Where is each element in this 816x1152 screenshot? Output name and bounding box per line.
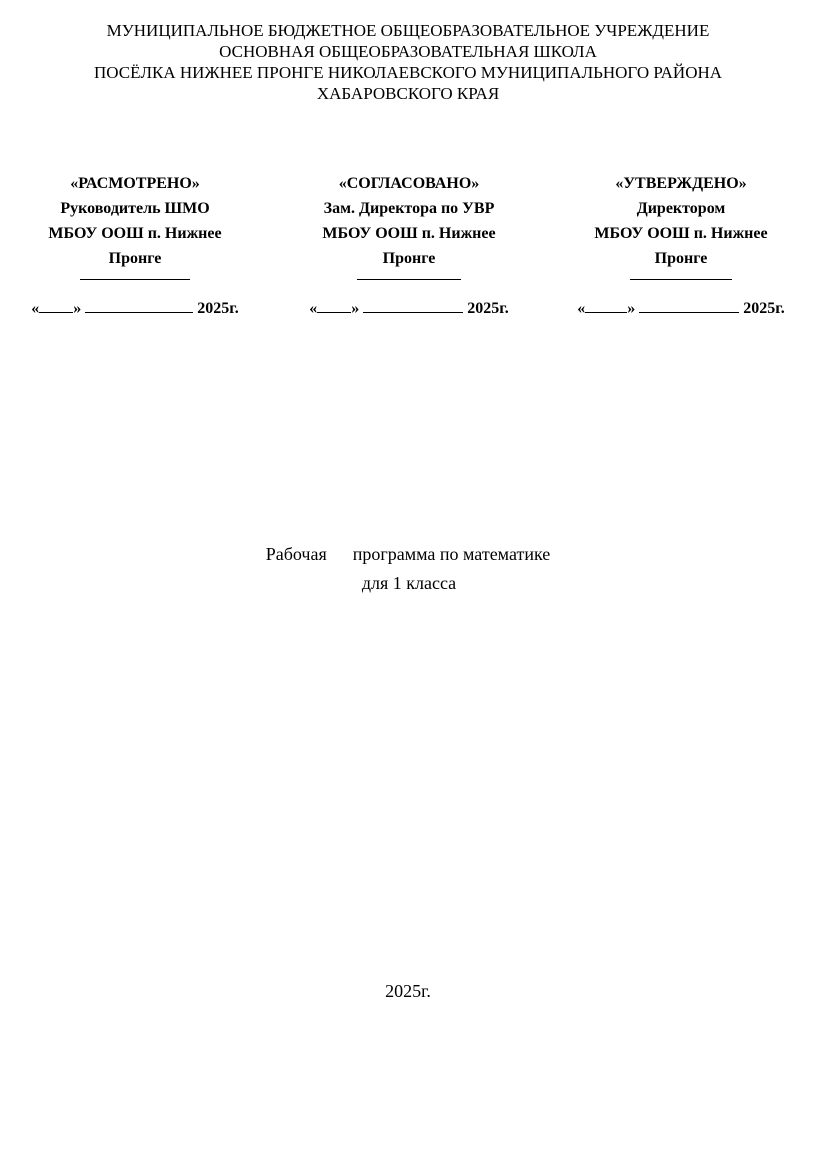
approval-org: МБОУ ООШ п. Нижнее	[48, 225, 222, 242]
footer-year: 2025г.	[385, 981, 431, 1001]
approval-title: «РАСМОТРЕНО»	[70, 175, 200, 192]
program-title	[0, 540, 816, 598]
approval-block-approved	[558, 171, 804, 321]
quote-close: »	[73, 300, 82, 317]
approval-block-agreed	[288, 171, 530, 321]
day-blank	[317, 298, 351, 313]
approval-title: «СОГЛАСОВАНО»	[338, 175, 480, 192]
approval-place: Пронге	[108, 250, 162, 267]
approval-year: 2025г.	[467, 300, 509, 317]
month-blank	[639, 298, 739, 313]
quote-open: «	[577, 300, 586, 317]
month-blank	[85, 298, 193, 313]
approval-role: Зам. Директора по УВР	[323, 200, 495, 217]
header-line-3: ПОСЁЛКА НИЖНЕЕ ПРОНГЕ НИКОЛАЕВСКОГО МУНИЦИПАЛЬНОГО РАЙОНА	[93, 63, 723, 82]
approval-block-reviewed	[14, 171, 256, 321]
approval-year: 2025г.	[197, 300, 239, 317]
date-line	[288, 296, 530, 321]
program-word-1: Рабочая	[265, 544, 327, 564]
day-blank	[39, 298, 73, 313]
quote-close: »	[351, 300, 360, 317]
month-blank	[363, 298, 463, 313]
date-line	[14, 296, 256, 321]
program-word-2: программа по математике	[352, 544, 551, 564]
quote-close: »	[627, 300, 636, 317]
header-line-4: ХАБАРОВСКОГО КРАЯ	[316, 84, 500, 103]
date-line	[558, 296, 804, 321]
signature-line	[630, 279, 732, 280]
signature-line	[80, 279, 190, 280]
approval-year: 2025г.	[743, 300, 785, 317]
header-line-1: МУНИЦИПАЛЬНОЕ БЮДЖЕТНОЕ ОБЩЕОБРАЗОВАТЕЛЬНОЕ УЧРЕЖДЕНИЕ	[106, 21, 710, 40]
school-header	[0, 20, 816, 104]
header-line-2: ОСНОВНАЯ ОБЩЕОБРАЗОВАТЕЛЬНАЯ ШКОЛА	[219, 42, 597, 61]
day-blank	[585, 298, 627, 313]
quote-open: «	[309, 300, 318, 317]
program-title-line-1	[0, 540, 816, 569]
approval-place: Пронге	[382, 250, 436, 267]
quote-open: «	[31, 300, 40, 317]
approval-org: МБОУ ООШ п. Нижнее	[594, 225, 768, 242]
approval-role: Руководитель ШМО	[60, 200, 210, 217]
approval-title: «УТВЕРЖДЕНО»	[615, 175, 747, 192]
signature-line	[357, 279, 461, 280]
program-title-line-2: для 1 класса	[361, 573, 457, 593]
approval-org: МБОУ ООШ п. Нижнее	[322, 225, 496, 242]
approval-role: Директором	[636, 200, 726, 217]
approval-place: Пронге	[654, 250, 708, 267]
